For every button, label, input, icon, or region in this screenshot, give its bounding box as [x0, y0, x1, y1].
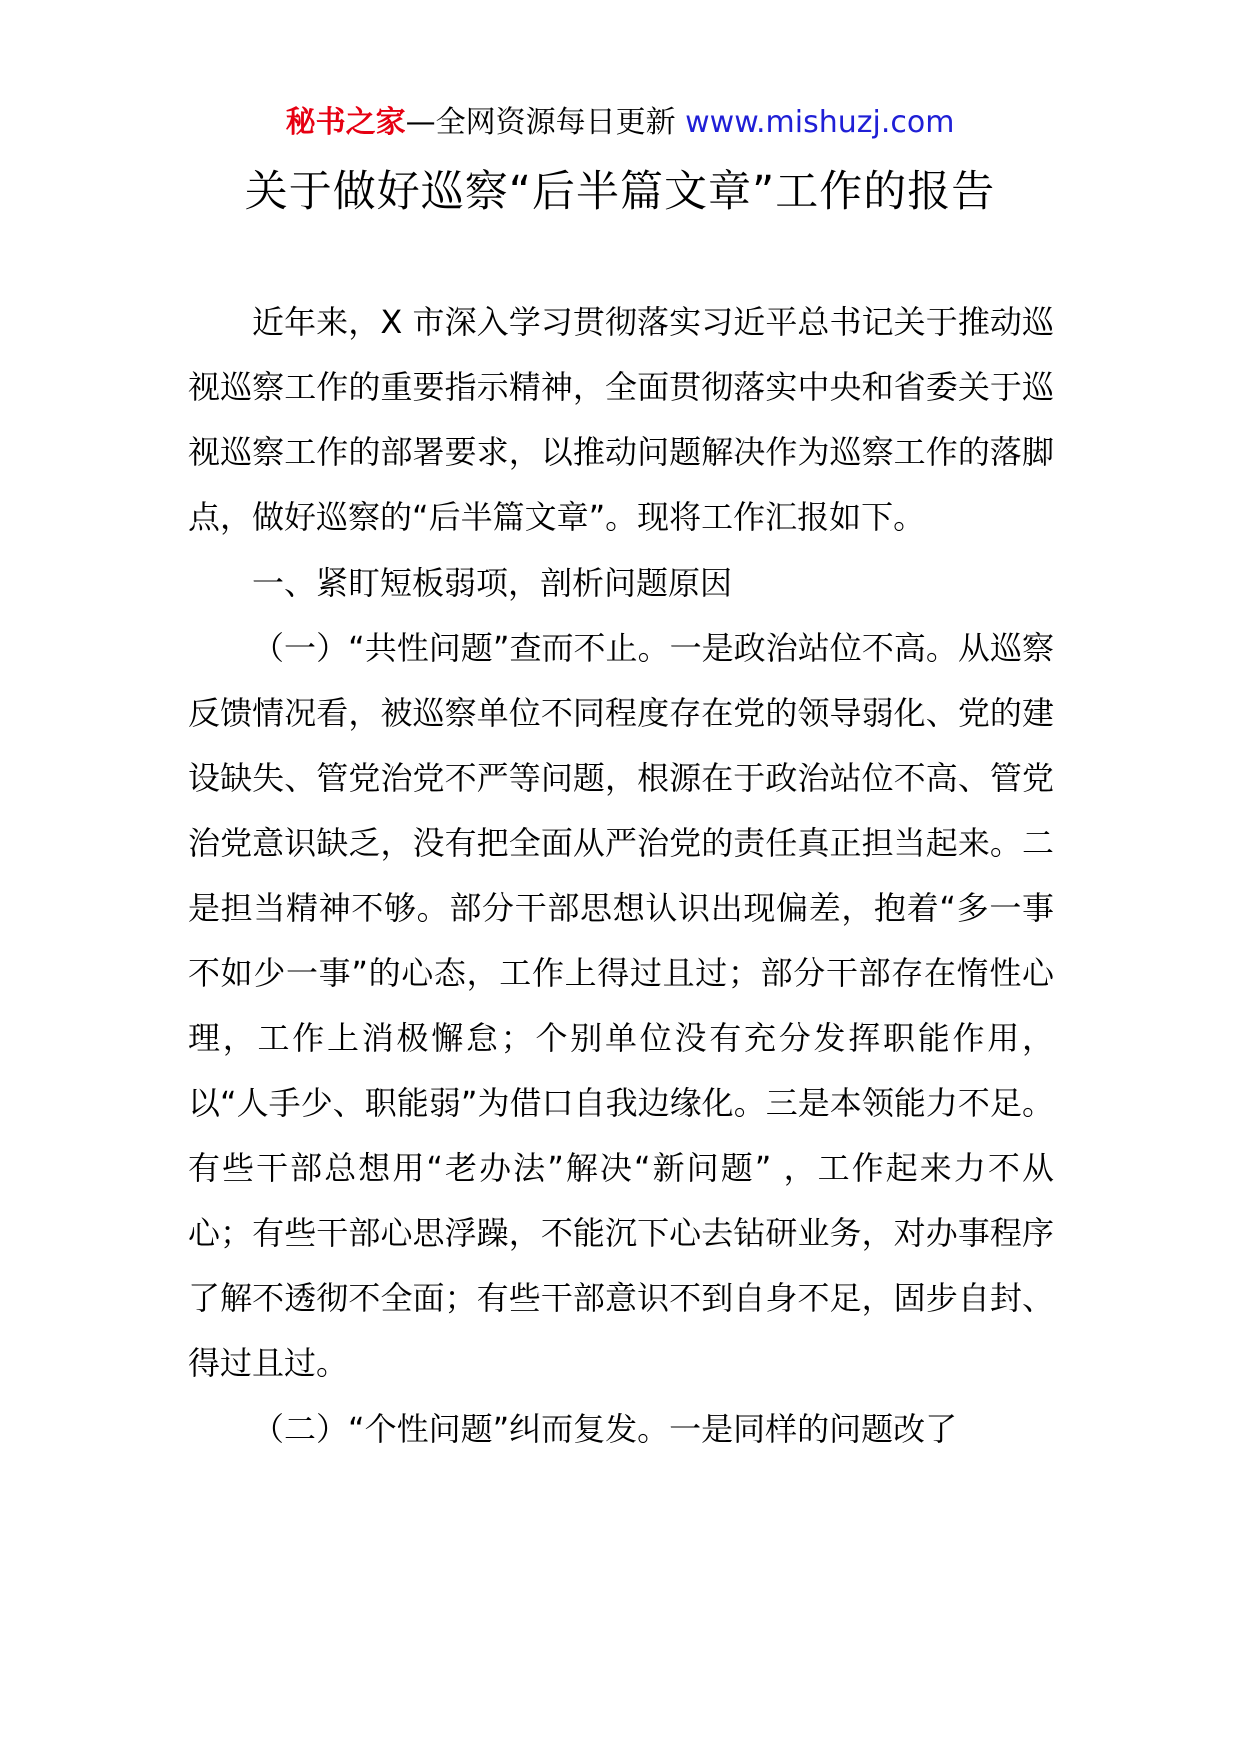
site-brand: 秘书之家 — [285, 105, 406, 140]
individual-issues-paragraph: （二）“个性问题”纠而复发。一是同样的问题改了 — [252, 1410, 958, 1448]
site-tagline: —全网资源每日更新 — [405, 105, 676, 140]
common-issues-paragraph: （一）“共性问题”查而不止。一是政治站位不高。从巡察反馈情况看，被巡察单位不同程度存在党的领导弱化、党的建设缺失、管党治党不严等问题，根源在于政治站位不高、管党治党意识缺乏，没有把全面从严治党的责任真正担当起来。二是担当精神不够。部分干部思想认识出现偏差，抱着“多一事不如少一事”的心态，工作上得过且过；部分干部存在惰性心理，工作上消极懈怠；个别单位没有充分发挥职能作用，以“人手少、职能弱”为借口自我边缘化。三是本领能力不足。有些干部总想用“老办法”解决“新问题” ，工作起来力不从心；有些干部心思浮躁，不能沉下心去钻研业务，对办事程序了解不透彻不全面；有些干部意识不到自身不足，固步自封、得过且过。 — [188, 629, 1054, 1382]
site-url-link[interactable]: www.mishuzj.com — [685, 105, 955, 140]
document-title: 关于做好巡察“后半篇文章”工作的报告 — [244, 167, 996, 217]
intro-paragraph: 近年来，X 市深入学习贯彻落实习近平总书记关于推动巡视巡察工作的重要指示精神，全面贯彻落实中央和省委关于巡视巡察工作的部署要求，以推动问题解决作为巡察工作的落脚点，做好巡察的“后半篇文章”。现将工作汇报如下。 — [188, 303, 1054, 536]
site-header — [0, 103, 1240, 143]
document-body — [188, 290, 1054, 1463]
section-heading: 一、紧盯短板弱项，剖析问题原因 — [252, 564, 733, 602]
